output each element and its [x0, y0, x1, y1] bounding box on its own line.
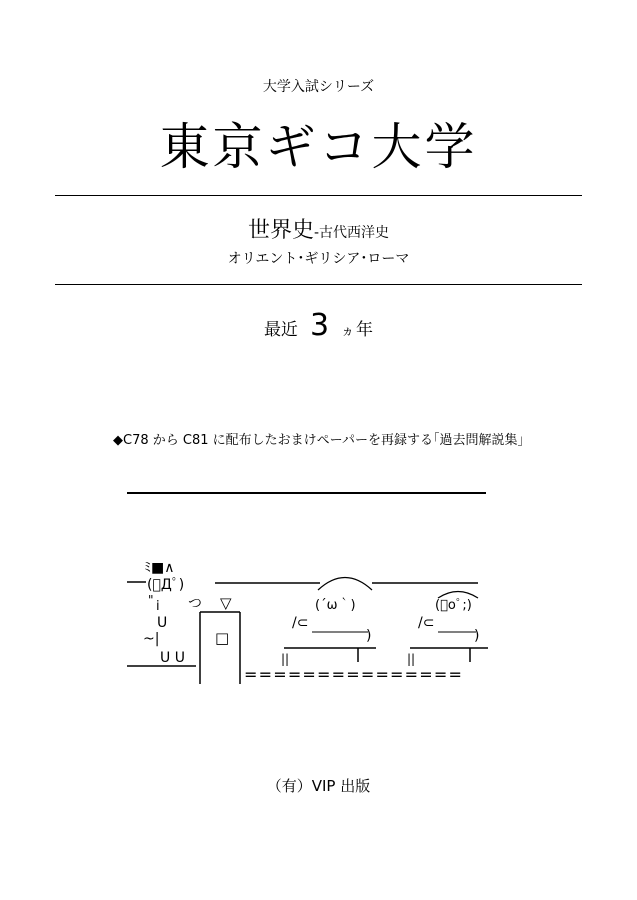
- teacher-ear: ": [148, 593, 154, 607]
- student1-face: (´ω｀): [315, 598, 356, 613]
- student2-back: ): [474, 628, 480, 644]
- series-name: 大学入試シリーズ: [262, 79, 375, 95]
- teacher-tail: ~|: [143, 631, 160, 647]
- university-title: 東京ギコ大学: [159, 118, 478, 176]
- teacher-face: (ﾟДﾟ): [147, 577, 185, 593]
- student2-face: (ﾟoﾟ;): [435, 598, 472, 613]
- teacher-feet: U U: [160, 650, 185, 666]
- teacher-small: i: [156, 599, 160, 614]
- student1-back: ): [366, 628, 372, 644]
- subject-title: 世界史: [247, 218, 314, 243]
- collection-note: ◆C78 から C81 に配布したおまけペーパーを再録する｢過去問解説集｣: [113, 433, 524, 448]
- student2-pen: /⊂: [418, 615, 435, 631]
- desk1-leg: ||: [281, 652, 290, 666]
- student1-head-top: [318, 578, 372, 591]
- subject-subtitle: -古代西洋史: [313, 225, 390, 241]
- regions-label: オリエント･ギリシア･ローマ: [227, 251, 410, 267]
- teacher-head: ﾐ■∧: [144, 560, 175, 576]
- teacher-leg: U: [157, 615, 168, 631]
- teacher-arm: つ: [188, 596, 202, 612]
- years-number: 3: [309, 308, 330, 343]
- years-suffix: 年: [356, 320, 374, 340]
- podium-mark: ▽: [220, 594, 232, 612]
- desk2-leg: ||: [407, 652, 416, 666]
- years-unit: ヵ: [341, 324, 355, 339]
- classroom-floor: ===============: [244, 665, 464, 684]
- years-prefix: 最近: [263, 320, 298, 340]
- student1-pen: /⊂: [292, 615, 309, 631]
- podium-box: □: [215, 629, 230, 647]
- publisher-name: （有）VIP 出版: [266, 777, 371, 795]
